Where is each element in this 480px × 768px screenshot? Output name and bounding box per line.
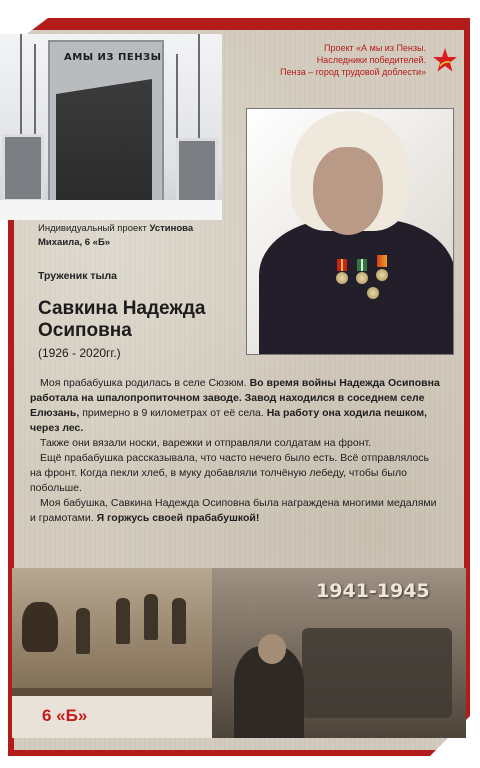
portrait-face	[313, 147, 383, 235]
medal-ribbon	[357, 259, 367, 271]
medal-ribbon	[337, 259, 347, 271]
monument-stela	[48, 40, 164, 220]
boy-worker-head	[258, 634, 286, 664]
worker-figure	[144, 594, 158, 640]
factory-machine	[302, 628, 452, 718]
story-p4-b: Я горжусь своей прабабушкой!	[96, 512, 260, 524]
medal-icon	[376, 269, 388, 281]
soldiers-relief	[56, 64, 152, 214]
story-p1-b: Во время войны Надежда Осиповна работала на шпалопропиточном заводе. Завод находился в соседнем селе Елюзань,	[30, 377, 440, 419]
story-paragraph-2: Также они вязали носки, варежки и отправляли солдатам на фронт.	[40, 437, 372, 449]
worker-figure	[172, 598, 186, 644]
author-prefix: Индивидуальный проект	[38, 223, 147, 234]
portrait-photo	[246, 108, 454, 355]
person-name: Савкина Надежда Осиповна	[38, 298, 206, 341]
worker-figure	[116, 598, 130, 644]
monument-inscription: АМЫ ИЗ ПЕНЗЫ	[64, 52, 162, 63]
worker-figure	[76, 608, 90, 654]
story-p1-d: На работу она ходила пешком, через лес.	[30, 407, 428, 434]
portrait-body	[259, 219, 454, 355]
monument-photo	[0, 34, 222, 220]
red-star-icon	[432, 47, 458, 73]
story-p1-a: Моя прабабушка родилась в селе Сюзюм.	[40, 377, 247, 389]
medal-icon	[356, 272, 368, 284]
snow	[0, 200, 222, 220]
author-caption	[38, 222, 238, 250]
story-paragraph-4	[30, 496, 442, 526]
medal-ribbon	[377, 255, 387, 267]
project-line-2: Наследники победителей.	[316, 55, 426, 65]
war-years-label: 1941-1945	[316, 580, 430, 602]
medal-icon	[367, 287, 379, 299]
project-line-3: Пенза – город трудовой доблести»	[280, 67, 426, 77]
side-plaque-left	[2, 134, 44, 202]
class-label: 6 «Б»	[42, 706, 88, 725]
story-p1-c: примерно в 9 километрах от её села.	[82, 407, 264, 419]
project-line-1: Проект «А мы из Пензы.	[323, 43, 426, 53]
category-label: Труженик тыла	[38, 270, 117, 282]
horse	[22, 602, 58, 652]
story-p4-a: Моя бабушка, Савкина Надежда Осиповна была награждена многими медалями и грамотами.	[30, 497, 437, 524]
story-paragraph-3: Ещё прабабушка рассказывала, что часто нечего было есть. Всё отправлялось на фронт. Когда пекли хлеб, в муку добавляли толчёную лебеду, чтобы было побольше.	[30, 452, 429, 494]
story-text	[30, 376, 442, 526]
author-name: Устинова Михаила, 6 «Б»	[38, 223, 194, 248]
story-paragraph-1	[30, 376, 442, 436]
side-plaque-right	[176, 138, 218, 206]
medal-icon	[336, 272, 348, 284]
person-years: (1926 - 2020гг.)	[38, 346, 121, 360]
project-header	[226, 42, 426, 78]
